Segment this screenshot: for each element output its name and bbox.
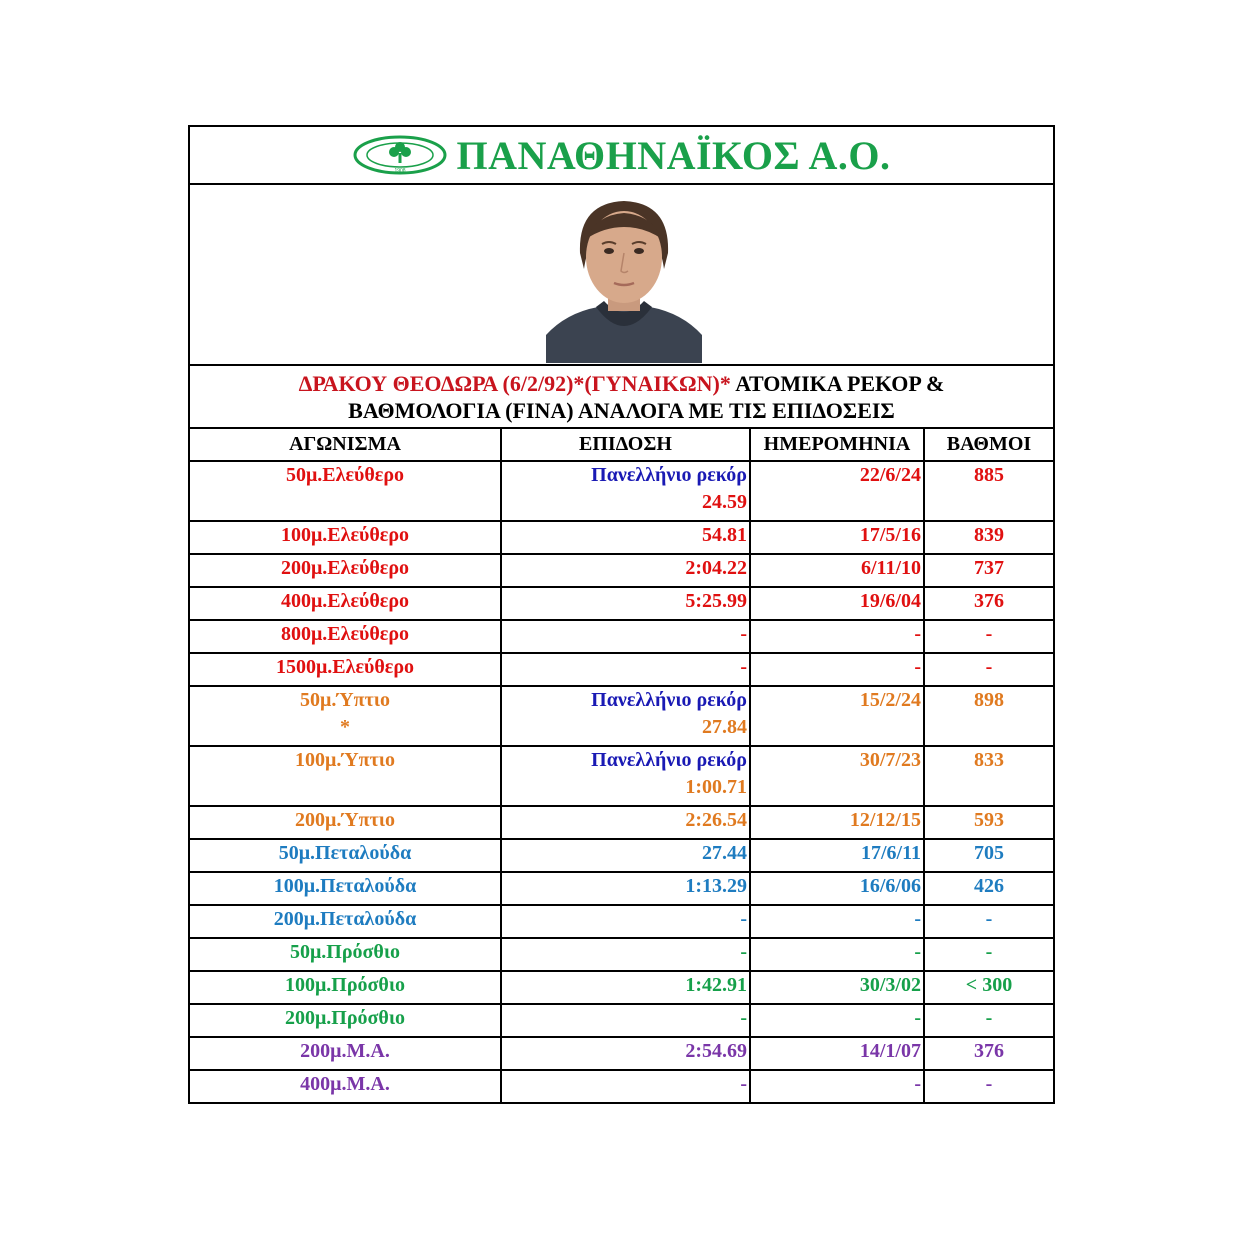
logo-year: 1908 bbox=[393, 168, 406, 174]
points-cell: 426 bbox=[924, 872, 1053, 905]
points-cell: 839 bbox=[924, 521, 1053, 554]
title-line-2: ΒΑΘΜΟΛΟΓΙΑ (FINA) ΑΝΑΛΟΓΑ ΜΕ ΤΙΣ ΕΠΙΔΟΣΕΙΣ bbox=[348, 398, 895, 423]
time-cell: 2:54.69 bbox=[501, 1037, 750, 1070]
date-cell: - bbox=[750, 905, 924, 938]
table-row bbox=[190, 521, 1053, 554]
date-cell: - bbox=[750, 1070, 924, 1102]
time-cell: 2:04.22 bbox=[501, 554, 750, 587]
date-cell: 22/6/24 bbox=[750, 461, 924, 521]
table-row bbox=[190, 1070, 1053, 1102]
event-cell: 1500μ.Ελεύθερο bbox=[190, 653, 501, 686]
title-records: ΑΤΟΜΙΚΑ ΡΕΚΟΡ & bbox=[735, 371, 945, 396]
club-name: ΠΑΝΑΘΗΝΑΪΚΟΣ Α.Ο. bbox=[456, 132, 891, 178]
date-cell: - bbox=[750, 653, 924, 686]
event-cell: 50μ.Πρόσθιο bbox=[190, 938, 501, 971]
table-row bbox=[190, 938, 1053, 971]
points-cell: 376 bbox=[924, 1037, 1053, 1070]
points-cell: - bbox=[924, 905, 1053, 938]
date-cell: 30/7/23 bbox=[750, 746, 924, 806]
points-cell: 737 bbox=[924, 554, 1053, 587]
date-cell: 17/6/11 bbox=[750, 839, 924, 872]
time-cell: 2:26.54 bbox=[501, 806, 750, 839]
photo-row bbox=[190, 185, 1053, 366]
points-cell: 833 bbox=[924, 746, 1053, 806]
header-date: ΗΜΕΡΟΜΗΝΙΑ bbox=[750, 429, 924, 461]
time-cell: - bbox=[501, 938, 750, 971]
event-cell: 200μ.Πεταλούδα bbox=[190, 905, 501, 938]
title-line-1 bbox=[190, 370, 1053, 397]
club-logo-icon bbox=[353, 135, 447, 175]
date-cell: 30/3/02 bbox=[750, 971, 924, 1004]
time-value: 1:00.71 bbox=[685, 776, 747, 798]
points-cell: 898 bbox=[924, 686, 1053, 746]
date-cell: 16/6/06 bbox=[750, 872, 924, 905]
club-header bbox=[190, 127, 1053, 185]
points-cell: - bbox=[985, 1073, 993, 1095]
time-cell: 1:42.91 bbox=[501, 971, 750, 1004]
event-cell: 50μ.Πεταλούδα bbox=[190, 839, 501, 872]
table-row bbox=[190, 554, 1053, 587]
event-cell: 400μ.Μ.Α. bbox=[190, 1070, 501, 1102]
table-row bbox=[190, 746, 1053, 806]
points-cell: - bbox=[924, 938, 1053, 971]
time-cell: - bbox=[501, 653, 750, 686]
record-sheet bbox=[188, 125, 1055, 1104]
time-cell: - bbox=[501, 1004, 750, 1037]
event-cell: 50μ.Ελεύθερο bbox=[190, 461, 501, 521]
event-cell: 200μ.Μ.Α. bbox=[190, 1037, 501, 1070]
table-row bbox=[190, 872, 1053, 905]
table-row bbox=[190, 686, 1053, 746]
date-cell: 19/6/04 bbox=[750, 587, 924, 620]
points-cell: - bbox=[924, 653, 1053, 686]
records-table bbox=[190, 429, 1053, 1102]
time-cell: 5:25.99 bbox=[501, 587, 750, 620]
date-cell: 15/2/24 bbox=[750, 686, 924, 746]
event-cell: 200μ.Ύπτιο bbox=[190, 806, 501, 839]
header-event: ΑΓΩΝΙΣΜΑ bbox=[190, 429, 501, 461]
table-row bbox=[190, 620, 1053, 653]
athlete-photo bbox=[546, 195, 702, 363]
record-note: Πανελλήνιο ρεκόρ bbox=[591, 464, 747, 486]
points-cell: < 300 bbox=[924, 971, 1053, 1004]
event-cell: 200μ.Πρόσθιο bbox=[190, 1004, 501, 1037]
time-cell: 1:13.29 bbox=[501, 872, 750, 905]
athlete-name: ΔΡΑΚΟΥ ΘΕΟΔΩΡΑ (6/2/92)*(ΓΥΝΑΙΚΩΝ)* bbox=[298, 371, 731, 396]
date-cell: 14/1/07 bbox=[750, 1037, 924, 1070]
table-row bbox=[190, 839, 1053, 872]
table-row bbox=[190, 971, 1053, 1004]
event-name: 50μ.Ύπτιο bbox=[299, 689, 390, 711]
table-row bbox=[190, 1037, 1053, 1070]
table-row bbox=[190, 653, 1053, 686]
time-cell bbox=[501, 686, 750, 746]
points-cell: - bbox=[924, 620, 1053, 653]
points-cell: - bbox=[924, 1004, 1053, 1037]
date-cell: - bbox=[750, 1004, 924, 1037]
points-cell: 705 bbox=[924, 839, 1053, 872]
event-cell: 100μ.Ύπτιο bbox=[190, 746, 501, 806]
time-value: 27.84 bbox=[702, 716, 747, 738]
event-cell: 100μ.Πρόσθιο bbox=[190, 971, 501, 1004]
date-cell: 17/5/16 bbox=[750, 521, 924, 554]
table-row bbox=[190, 461, 1053, 521]
time-cell: 27.44 bbox=[501, 839, 750, 872]
header-points: ΒΑΘΜΟΙ bbox=[924, 429, 1053, 461]
time-cell: 54.81 bbox=[501, 521, 750, 554]
event-cell: 200μ.Ελεύθερο bbox=[190, 554, 501, 587]
time-cell: - bbox=[501, 1070, 750, 1102]
table-row bbox=[190, 587, 1053, 620]
record-note: Πανελλήνιο ρεκόρ bbox=[591, 689, 747, 711]
date-cell: - bbox=[750, 620, 924, 653]
event-cell: 100μ.Πεταλούδα bbox=[190, 872, 501, 905]
record-note: Πανελλήνιο ρεκόρ bbox=[591, 749, 747, 771]
header-time: ΕΠΙΔΟΣΗ bbox=[501, 429, 750, 461]
event-cell: 800μ.Ελεύθερο bbox=[190, 620, 501, 653]
table-header-row bbox=[190, 429, 1053, 461]
time-cell: - bbox=[501, 620, 750, 653]
event-mark: * bbox=[340, 716, 350, 738]
points-cell: 885 bbox=[924, 461, 1053, 521]
date-cell: 12/12/15 bbox=[750, 806, 924, 839]
time-value: 24.59 bbox=[702, 491, 747, 513]
table-row bbox=[190, 905, 1053, 938]
event-cell: 100μ.Ελεύθερο bbox=[190, 521, 501, 554]
table-row bbox=[190, 806, 1053, 839]
date-cell: - bbox=[750, 938, 924, 971]
time-cell bbox=[501, 461, 750, 521]
points-cell: 376 bbox=[924, 587, 1053, 620]
time-cell: - bbox=[501, 905, 750, 938]
event-cell: 400μ.Ελεύθερο bbox=[190, 587, 501, 620]
sheet-title bbox=[190, 366, 1053, 429]
date-cell: 6/11/10 bbox=[750, 554, 924, 587]
table-row bbox=[190, 1004, 1053, 1037]
event-cell bbox=[190, 686, 501, 746]
points-cell: 593 bbox=[924, 806, 1053, 839]
time-cell bbox=[501, 746, 750, 806]
